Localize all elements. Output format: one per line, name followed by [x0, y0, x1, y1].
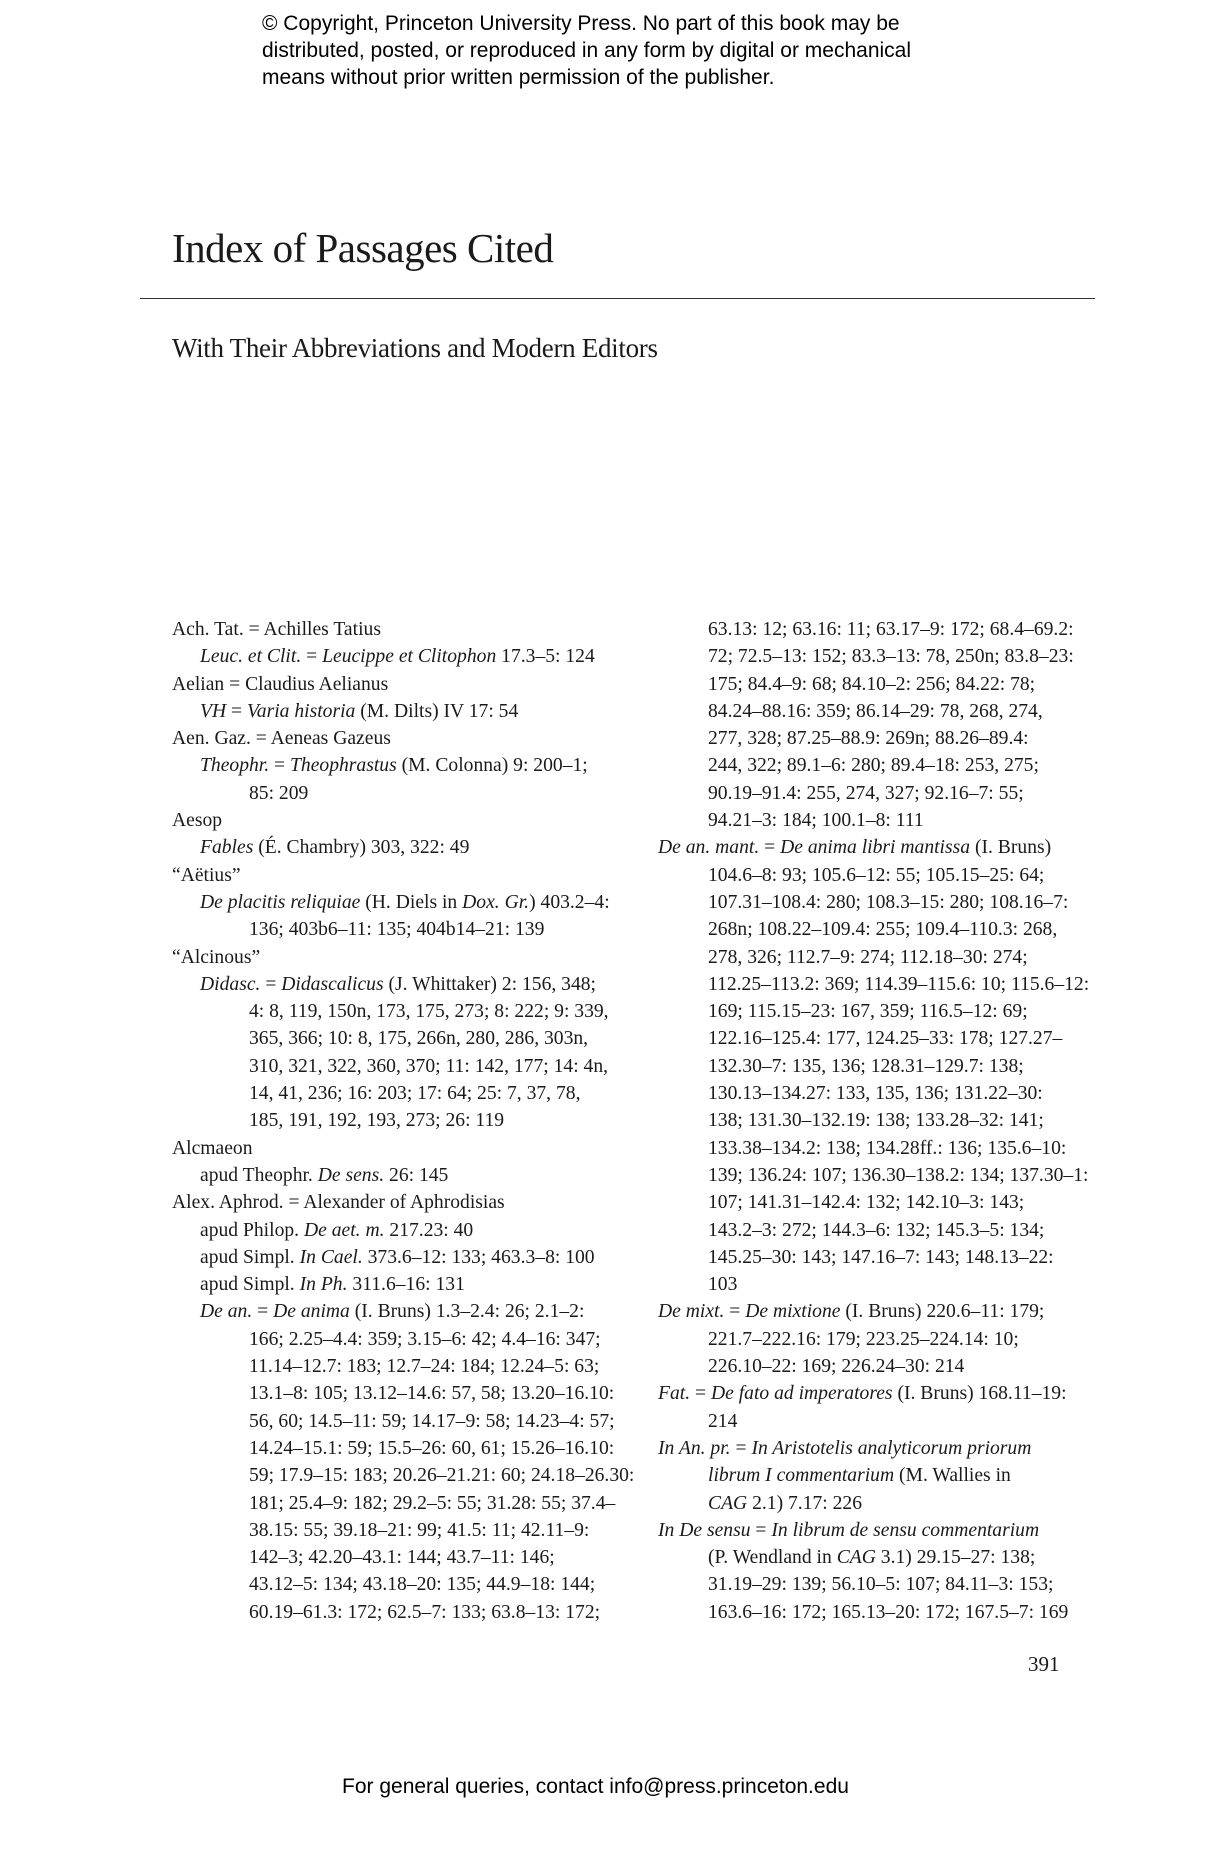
index-text: 138; 131.30–132.19: 138; 133.28–32: 141;: [708, 1110, 1044, 1132]
index-title-italic: De fato ad imperatores: [710, 1383, 893, 1405]
index-title-italic: Fat.: [658, 1383, 691, 1405]
index-title-italic: In An. pr.: [658, 1437, 731, 1459]
index-text: =: [690, 1383, 711, 1405]
index-text: 373.6–12: 133; 463.3–8: 100: [362, 1246, 595, 1268]
index-text: 181; 25.4–9: 182; 29.2–5: 55; 31.28: 55; 37.4–: [249, 1492, 616, 1514]
index-line: [172, 780, 612, 807]
index-text: 145.25–30: 143; 147.16–7: 143; 148.13–22:: [708, 1246, 1054, 1268]
index-title-italic: Didascalicus: [281, 973, 384, 995]
index-text: 166; 2.25–4.4: 359; 3.15–6: 42; 4.4–16: 347;: [249, 1328, 601, 1350]
index-line: [172, 1353, 612, 1380]
index-line: [658, 971, 1098, 998]
index-title-italic: In Aristotelis analyticorum priorum: [751, 1437, 1032, 1459]
index-text: =: [226, 700, 247, 722]
index-line: [658, 1217, 1098, 1244]
page-subtitle: With Their Abbreviations and Modern Editors: [172, 333, 658, 363]
index-line: [658, 1353, 1098, 1380]
index-text: 43.12–5: 134; 43.18–20: 135; 44.9–18: 144;: [249, 1574, 596, 1596]
index-title-italic: De aet. m.: [303, 1219, 385, 1241]
index-text: 214: [708, 1410, 738, 1432]
index-title-italic: Varia historia: [246, 700, 356, 722]
index-line: [658, 1135, 1098, 1162]
index-title-italic: CAG: [708, 1492, 748, 1514]
index-line: [172, 1217, 612, 1244]
index-line: [172, 643, 612, 670]
index-text: 169; 115.15–23: 167, 359; 116.5–12: 69;: [708, 1001, 1028, 1023]
index-line: [172, 1380, 615, 1407]
index-text: 56, 60; 14.5–11: 59; 14.17–9: 58; 14.23–4: 57;: [249, 1410, 615, 1432]
index-text: 2.1) 7.17: 226: [747, 1492, 863, 1514]
index-title-italic: VH: [200, 700, 227, 722]
index-line: [172, 1053, 612, 1080]
index-title-italic: De sens.: [317, 1164, 385, 1186]
index-line: [172, 1326, 612, 1353]
index-line: [172, 1544, 612, 1571]
index-title-italic: Leuc. et Clit.: [200, 646, 302, 668]
index-text: 122.16–125.4: 177, 124.25–33: 178; 127.27–: [708, 1028, 1063, 1050]
index-text: apud Philop.: [200, 1219, 304, 1241]
index-line: [172, 1244, 612, 1271]
index-line: [172, 1599, 612, 1626]
index-text: (M. Dilts) IV 17: 54: [355, 700, 519, 722]
index-line: [658, 1162, 1098, 1189]
index-line: [658, 1189, 1098, 1216]
index-line: [658, 944, 1098, 971]
index-line: [172, 998, 612, 1025]
index-line: [172, 1080, 612, 1107]
index-line: [658, 725, 1098, 752]
index-text: Aesop: [172, 810, 223, 832]
index-text: =: [301, 646, 323, 668]
index-line: [172, 1490, 616, 1517]
index-line: [658, 1571, 1098, 1598]
index-title-italic: CAG: [836, 1547, 876, 1569]
index-line: [658, 1107, 1098, 1134]
index-text: 136; 403b6–11: 135; 404b14–21: 139: [249, 919, 545, 941]
index-text: =: [724, 1301, 746, 1323]
index-text: Aelian = Claudius Aelianus: [172, 673, 389, 695]
index-line: [658, 698, 1098, 725]
index-text: 104.6–8: 93; 105.6–12: 55; 105.15–25: 64;: [708, 864, 1045, 886]
index-text: 112.25–113.2: 369; 114.39–115.6: 10; 115.6–12:: [708, 973, 1090, 995]
index-title-italic: In Ph.: [299, 1274, 348, 1296]
index-text: (I. Bruns): [970, 837, 1052, 859]
index-title-italic: De an. mant.: [658, 837, 760, 859]
index-text: Aen. Gaz. = Aeneas Gazeus: [172, 728, 391, 750]
index-line: [172, 1107, 612, 1134]
index-text: 107.31–108.4: 280; 108.3–15: 280; 108.16–7:: [708, 891, 1069, 913]
index-text: 139; 136.24: 107; 136.30–138.2: 134; 137.30–1:: [708, 1164, 1089, 1186]
index-text: 365, 366; 10: 8, 175, 266n, 280, 286, 303n,: [249, 1028, 589, 1050]
index-text: 221.7–222.16: 179; 223.25–224.14: 10;: [708, 1328, 1019, 1350]
index-text: 94.21–3: 184; 100.1–8: 111: [708, 810, 924, 832]
index-line: [172, 1271, 612, 1298]
index-text: 311.6–16: 131: [347, 1274, 465, 1296]
index-line: [658, 889, 1098, 916]
index-title-italic: De an.: [200, 1301, 253, 1323]
index-text: ) 403.2–4:: [529, 891, 610, 913]
copyright-line: means without prior written permission of the publisher.: [262, 66, 775, 89]
index-line: [658, 807, 1098, 834]
index-line: [658, 916, 1098, 943]
index-title-italic: De mixtione: [745, 1301, 841, 1323]
index-line: [658, 1244, 1098, 1271]
index-column-left: [172, 616, 635, 1626]
index-line: [658, 780, 1098, 807]
index-text: 38.15: 55; 39.18–21: 99; 41.5: 11; 42.11–9:: [249, 1519, 590, 1541]
index-text: 11.14–12.7: 183; 12.7–24: 184; 12.24–5: 63;: [249, 1356, 600, 1378]
index-line: [658, 671, 1098, 698]
index-text: Alcmaeon: [172, 1137, 253, 1159]
index-text: (M. Colonna) 9: 200–1;: [396, 755, 588, 777]
index-text: 13.1–8: 105; 13.12–14.6: 57, 58; 13.20–16.10:: [249, 1383, 615, 1405]
index-line: [172, 1025, 612, 1052]
index-text: =: [260, 973, 282, 995]
index-line: [658, 1435, 1098, 1462]
index-line: [172, 1517, 612, 1544]
index-text: (I. Bruns) 1.3–2.4: 26; 2.1–2:: [349, 1301, 585, 1323]
index-title-italic: Leucippe et Clitophon: [322, 646, 497, 668]
index-line: [172, 834, 612, 861]
index-line: [172, 807, 612, 834]
index-text: 268n; 108.22–109.4: 255; 109.4–110.3: 268,: [708, 919, 1058, 941]
index-text: 72; 72.5–13: 152; 83.3–13: 78, 250n; 83.8–23:: [708, 646, 1074, 668]
index-text: apud Simpl.: [200, 1274, 300, 1296]
title-divider: [140, 298, 1095, 299]
index-line: [658, 1490, 1098, 1517]
index-line: [658, 1053, 1098, 1080]
index-title-italic: In librum de sensu commentarium: [771, 1519, 1040, 1541]
index-text: =: [759, 837, 781, 859]
index-line: [172, 616, 612, 643]
index-title-italic: Theophr.: [200, 755, 270, 777]
index-text: 4: 8, 119, 150n, 173, 175, 273; 8: 222; 9: 339,: [249, 1001, 609, 1023]
index-text: 163.6–16: 172; 165.13–20: 172; 167.5–7: 169: [708, 1601, 1069, 1623]
index-text: 84.24–88.16: 359; 86.14–29: 78, 268, 274,: [708, 700, 1043, 722]
index-title-italic: Fables: [200, 837, 254, 859]
index-title-italic: De anima libri mantissa: [780, 837, 971, 859]
index-line: [658, 643, 1098, 670]
copyright-notice: [262, 10, 1022, 91]
index-text: 103: [708, 1274, 738, 1296]
index-text: Alex. Aphrod. = Alexander of Aphrodisias: [172, 1192, 505, 1214]
index-line: [172, 752, 612, 779]
copyright-line: distributed, posted, or reproduced in any form by digital or mechanical: [262, 39, 912, 62]
page-number: 391: [1028, 1652, 1060, 1676]
index-line: [658, 1462, 1098, 1489]
index-line: [172, 1298, 612, 1325]
index-text: =: [269, 755, 290, 777]
index-line: [172, 944, 612, 971]
index-line: [172, 1162, 612, 1189]
index-line: [658, 1298, 1098, 1325]
index-text: 3.1) 29.15–27: 138;: [875, 1547, 1036, 1569]
index-line: [658, 1408, 1098, 1435]
index-line: [658, 1599, 1098, 1626]
index-line: [172, 725, 612, 752]
index-text: (I. Bruns) 168.11–19:: [892, 1383, 1067, 1405]
index-text: 142–3; 42.20–43.1: 144; 43.7–11: 146;: [249, 1547, 555, 1569]
index-title-italic: Dox. Gr.: [462, 891, 530, 913]
index-text: “Aëtius”: [172, 864, 241, 886]
index-text: (I. Bruns) 220.6–11: 179;: [840, 1301, 1045, 1323]
index-title-italic: De anima: [273, 1301, 350, 1323]
index-text: Ach. Tat. = Achilles Tatius: [172, 619, 381, 640]
index-text: 244, 322; 89.1–6: 280; 89.4–18: 253, 275;: [708, 755, 1039, 777]
index-text: (É. Chambry) 303, 322: 49: [253, 837, 470, 859]
index-text: 63.13: 12; 63.16: 11; 63.17–9: 172; 68.4–69.2:: [708, 619, 1074, 640]
index-line: [658, 1025, 1098, 1052]
index-line: [172, 698, 612, 725]
index-text: 132.30–7: 135, 136; 128.31–129.7: 138;: [708, 1055, 1024, 1077]
index-line: [172, 889, 612, 916]
index-line: [658, 998, 1098, 1025]
index-text: (H. Diels in: [360, 891, 463, 913]
index-title-italic: In De sensu: [658, 1519, 751, 1541]
index-line: [658, 1517, 1098, 1544]
index-text: 60.19–61.3: 172; 62.5–7: 133; 63.8–13: 172;: [249, 1601, 601, 1623]
index-text: =: [252, 1301, 274, 1323]
index-title-italic: librum I commentarium: [708, 1465, 895, 1487]
index-text: 217.23: 40: [384, 1219, 474, 1241]
index-text: 59; 17.9–15: 183; 20.26–21.21: 60; 24.18–26.30:: [249, 1465, 635, 1487]
index-text: =: [750, 1519, 772, 1541]
index-text: (P. Wendland in: [708, 1547, 837, 1569]
index-line: [172, 1189, 612, 1216]
index-text: 143.2–3: 272; 144.3–6: 132; 145.3–5: 134;: [708, 1219, 1045, 1241]
index-text: 14.24–15.1: 59; 15.5–26: 60, 61; 15.26–16.10:: [249, 1437, 615, 1459]
index-line: [172, 862, 612, 889]
index-line: [658, 862, 1098, 889]
index-title-italic: In Cael.: [299, 1246, 363, 1268]
index-text: 185, 191, 192, 193, 273; 26: 119: [249, 1110, 505, 1132]
index-text: (M. Wallies in: [894, 1465, 1011, 1487]
page-title: Index of Passages Cited: [172, 225, 554, 271]
index-text: 175; 84.4–9: 68; 84.10–2: 256; 84.22: 78;: [708, 673, 1036, 695]
index-title-italic: De mixt.: [658, 1301, 725, 1323]
index-line: [658, 1380, 1098, 1407]
index-text: =: [730, 1437, 752, 1459]
index-line: [658, 1544, 1098, 1571]
index-text: 278, 326; 112.7–9: 274; 112.18–30: 274;: [708, 946, 1028, 968]
index-line: [172, 1135, 612, 1162]
copyright-line: © Copyright, Princeton University Press. No part of this book may be: [262, 12, 900, 35]
index-text: 26: 145: [384, 1164, 449, 1186]
index-title-italic: De placitis reliquiae: [200, 891, 361, 913]
index-line: [172, 971, 612, 998]
index-text: 107; 141.31–142.4: 132; 142.10–3: 143;: [708, 1192, 1025, 1214]
index-text: 226.10–22: 169; 226.24–30: 214: [708, 1356, 965, 1378]
index-line: [658, 752, 1098, 779]
index-text: 31.19–29: 139; 56.10–5: 107; 84.11–3: 153;: [708, 1574, 1054, 1596]
index-column-right: [658, 616, 1098, 1626]
index-text: “Alcinous”: [172, 946, 261, 968]
footer-contact: For general queries, contact info@press.princeton.edu: [342, 1775, 849, 1798]
index-line: [172, 1408, 615, 1435]
index-text: apud Theophr.: [200, 1164, 318, 1186]
index-text: (J. Whittaker) 2: 156, 348;: [383, 973, 597, 995]
index-text: 130.13–134.27: 133, 135, 136; 131.22–30:: [708, 1083, 1043, 1105]
index-line: [658, 616, 1098, 643]
index-line: [658, 1271, 1098, 1298]
index-line: [172, 1571, 612, 1598]
index-line: [172, 1435, 615, 1462]
index-line: [658, 834, 1098, 861]
index-line: [172, 671, 612, 698]
index-text: 133.38–134.2: 138; 134.28ff.: 136; 135.6–10:: [708, 1137, 1067, 1159]
index-title-italic: Didasc.: [200, 973, 261, 995]
index-line: [172, 916, 612, 943]
index-text: 277, 328; 87.25–88.9: 269n; 88.26–89.4:: [708, 728, 1029, 750]
index-text: 17.3–5: 124: [496, 646, 595, 668]
index-title-italic: Theophrastus: [290, 755, 397, 777]
index-text: 14, 41, 236; 16: 203; 17: 64; 25: 7, 37, 78,: [249, 1083, 581, 1105]
index-line: [172, 1462, 635, 1489]
index-line: [658, 1080, 1098, 1107]
index-text: 90.19–91.4: 255, 274, 327; 92.16–7: 55;: [708, 782, 1024, 804]
index-text: apud Simpl.: [200, 1246, 300, 1268]
index-text: 85: 209: [249, 782, 309, 804]
index-text: 310, 321, 322, 360, 370; 11: 142, 177; 14: 4n,: [249, 1055, 609, 1077]
index-line: [658, 1326, 1098, 1353]
